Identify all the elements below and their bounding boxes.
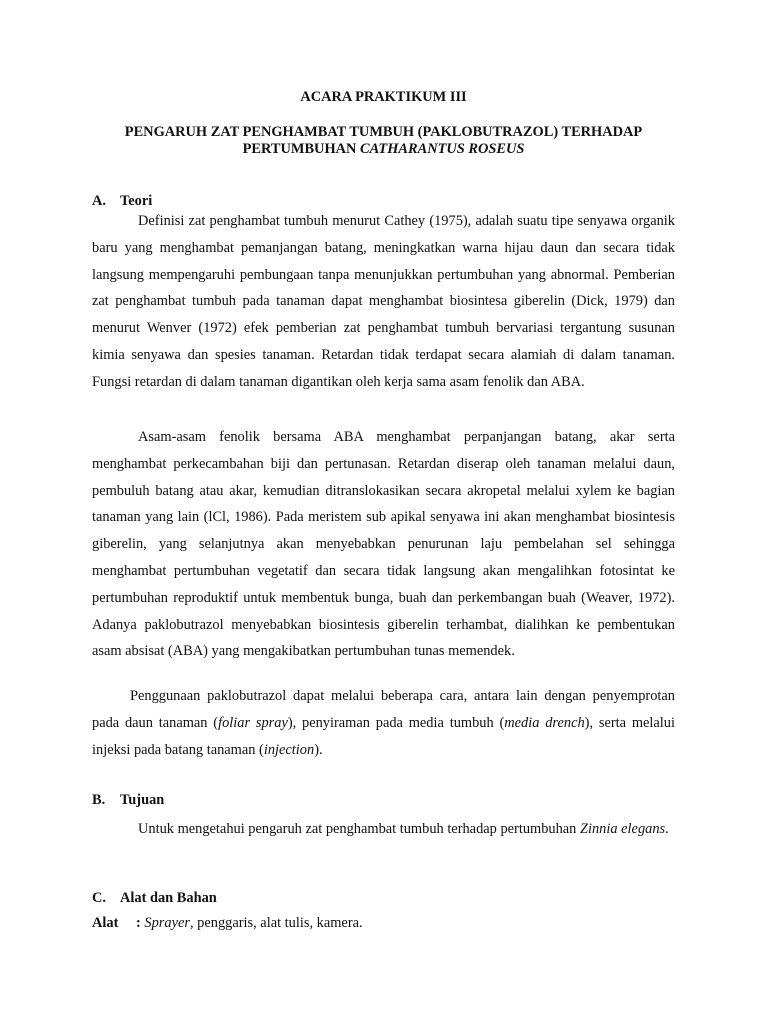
document-title: ACARA PRAKTIKUM III xyxy=(300,89,467,105)
section-c-letter: C. xyxy=(92,890,106,906)
section-b-heading xyxy=(92,791,164,809)
tools-colon: : xyxy=(136,915,141,931)
section-c-heading xyxy=(92,889,217,907)
section-a-letter: A. xyxy=(92,193,106,209)
section-b-label: Tujuan xyxy=(120,792,165,808)
section-a-label: Teori xyxy=(120,193,153,209)
subtitle-plain: PERTUMBUHAN xyxy=(242,141,361,157)
p4-italic-1: Zinnia elegans xyxy=(579,821,666,837)
section-b-letter: B. xyxy=(92,792,106,808)
tools-text: , penggaris, alat tulis, kamera. xyxy=(189,915,363,931)
tools-line xyxy=(92,914,363,932)
tools-italic: Sprayer xyxy=(144,915,190,931)
section-c-label: Alat dan Bahan xyxy=(120,890,217,906)
p3-text-4: ). xyxy=(314,741,323,758)
theory-paragraph-2: Asam-asam fenolik bersama ABA menghambat perpanjangan batang, akar serta menghambat perkecambahan biji dan pertunasan. Retardan diserap oleh tanaman melalui daun, pembuluh batang atau akar, kemudian ditranslokasikan secara akropetal melalui xylem ke bagian tanaman yang lain (lCl, 1986). Pada meristem sub apikal senyawa ini akan menghambat biosintesis giberelin, yang selanjutnya akan menyebabkan penurunan laju pembelahan sel sehingga menghambat pertumbuhan vegetatif dan secara tidak langsung akan mengalihkan fotosintat ke pertumbuhan reproduktif untuk membentuk bunga, buah dan perkembangan buah (Weaver, 1972). Adanya paklobutrazol menyebabkan biosintesis giberelin terhambat, dialihkan ke pembentukan asam absisat (ABA) yang mengakibatkan pertumbuhan tunas memendek. xyxy=(92,429,675,660)
p3-text-2: ), penyiraman pada media tumbuh ( xyxy=(287,714,505,731)
theory-paragraph-3 xyxy=(92,683,675,763)
subtitle-species: CATHARANTUS ROSEUS xyxy=(360,141,525,157)
theory-paragraph-1: Definisi zat penghambat tumbuh menurut Cathey (1975), adalah suatu tipe senyawa organik baru yang menghambat pemanjangan batang, meningkatkan warna hijau daun dan secara tidak langsung mempengaruhi pembungaan tanpa menunjukkan pertumbuhan yang abnormal. Pemberian zat penghambat tumbuh pada tanaman dapat menghambat biosintesa giberelin (Dick, 1979) dan menurut Wenver (1972) efek pemberian zat penghambat tumbuh bervariasi tergantung susunan kimia senyawa dan spesies tanaman. Retardan tidak terdapat secara alamiah di dalam tanaman. Fungsi retardan di dalam tanaman digantikan oleh kerja sama asam fenolik dan ABA. xyxy=(92,213,675,390)
p3-italic-2: media drench xyxy=(504,714,585,731)
p3-italic-3: injection xyxy=(263,741,315,758)
p3-text-3: ), serta melalui injeksi pada batang tanaman ( xyxy=(92,714,675,758)
p3-italic-1: foliar spray xyxy=(218,714,288,731)
document-subtitle-line-1: PENGARUH ZAT PENGHAMBAT TUMBUH (PAKLOBUTRAZOL) TERHADAP xyxy=(124,124,643,140)
document-subtitle-line-2 xyxy=(92,140,675,158)
tools-label: Alat xyxy=(92,915,119,931)
p3-text-1: Penggunaan paklobutrazol dapat melalui beberapa cara, antara lain dengan penyemprotan pada daun tanaman ( xyxy=(92,688,675,731)
objective-paragraph xyxy=(92,816,675,843)
p4-text-1: Untuk mengetahui pengaruh zat penghambat tumbuh terhadap pertumbuhan xyxy=(138,821,580,837)
p4-text-2: . xyxy=(665,821,669,837)
